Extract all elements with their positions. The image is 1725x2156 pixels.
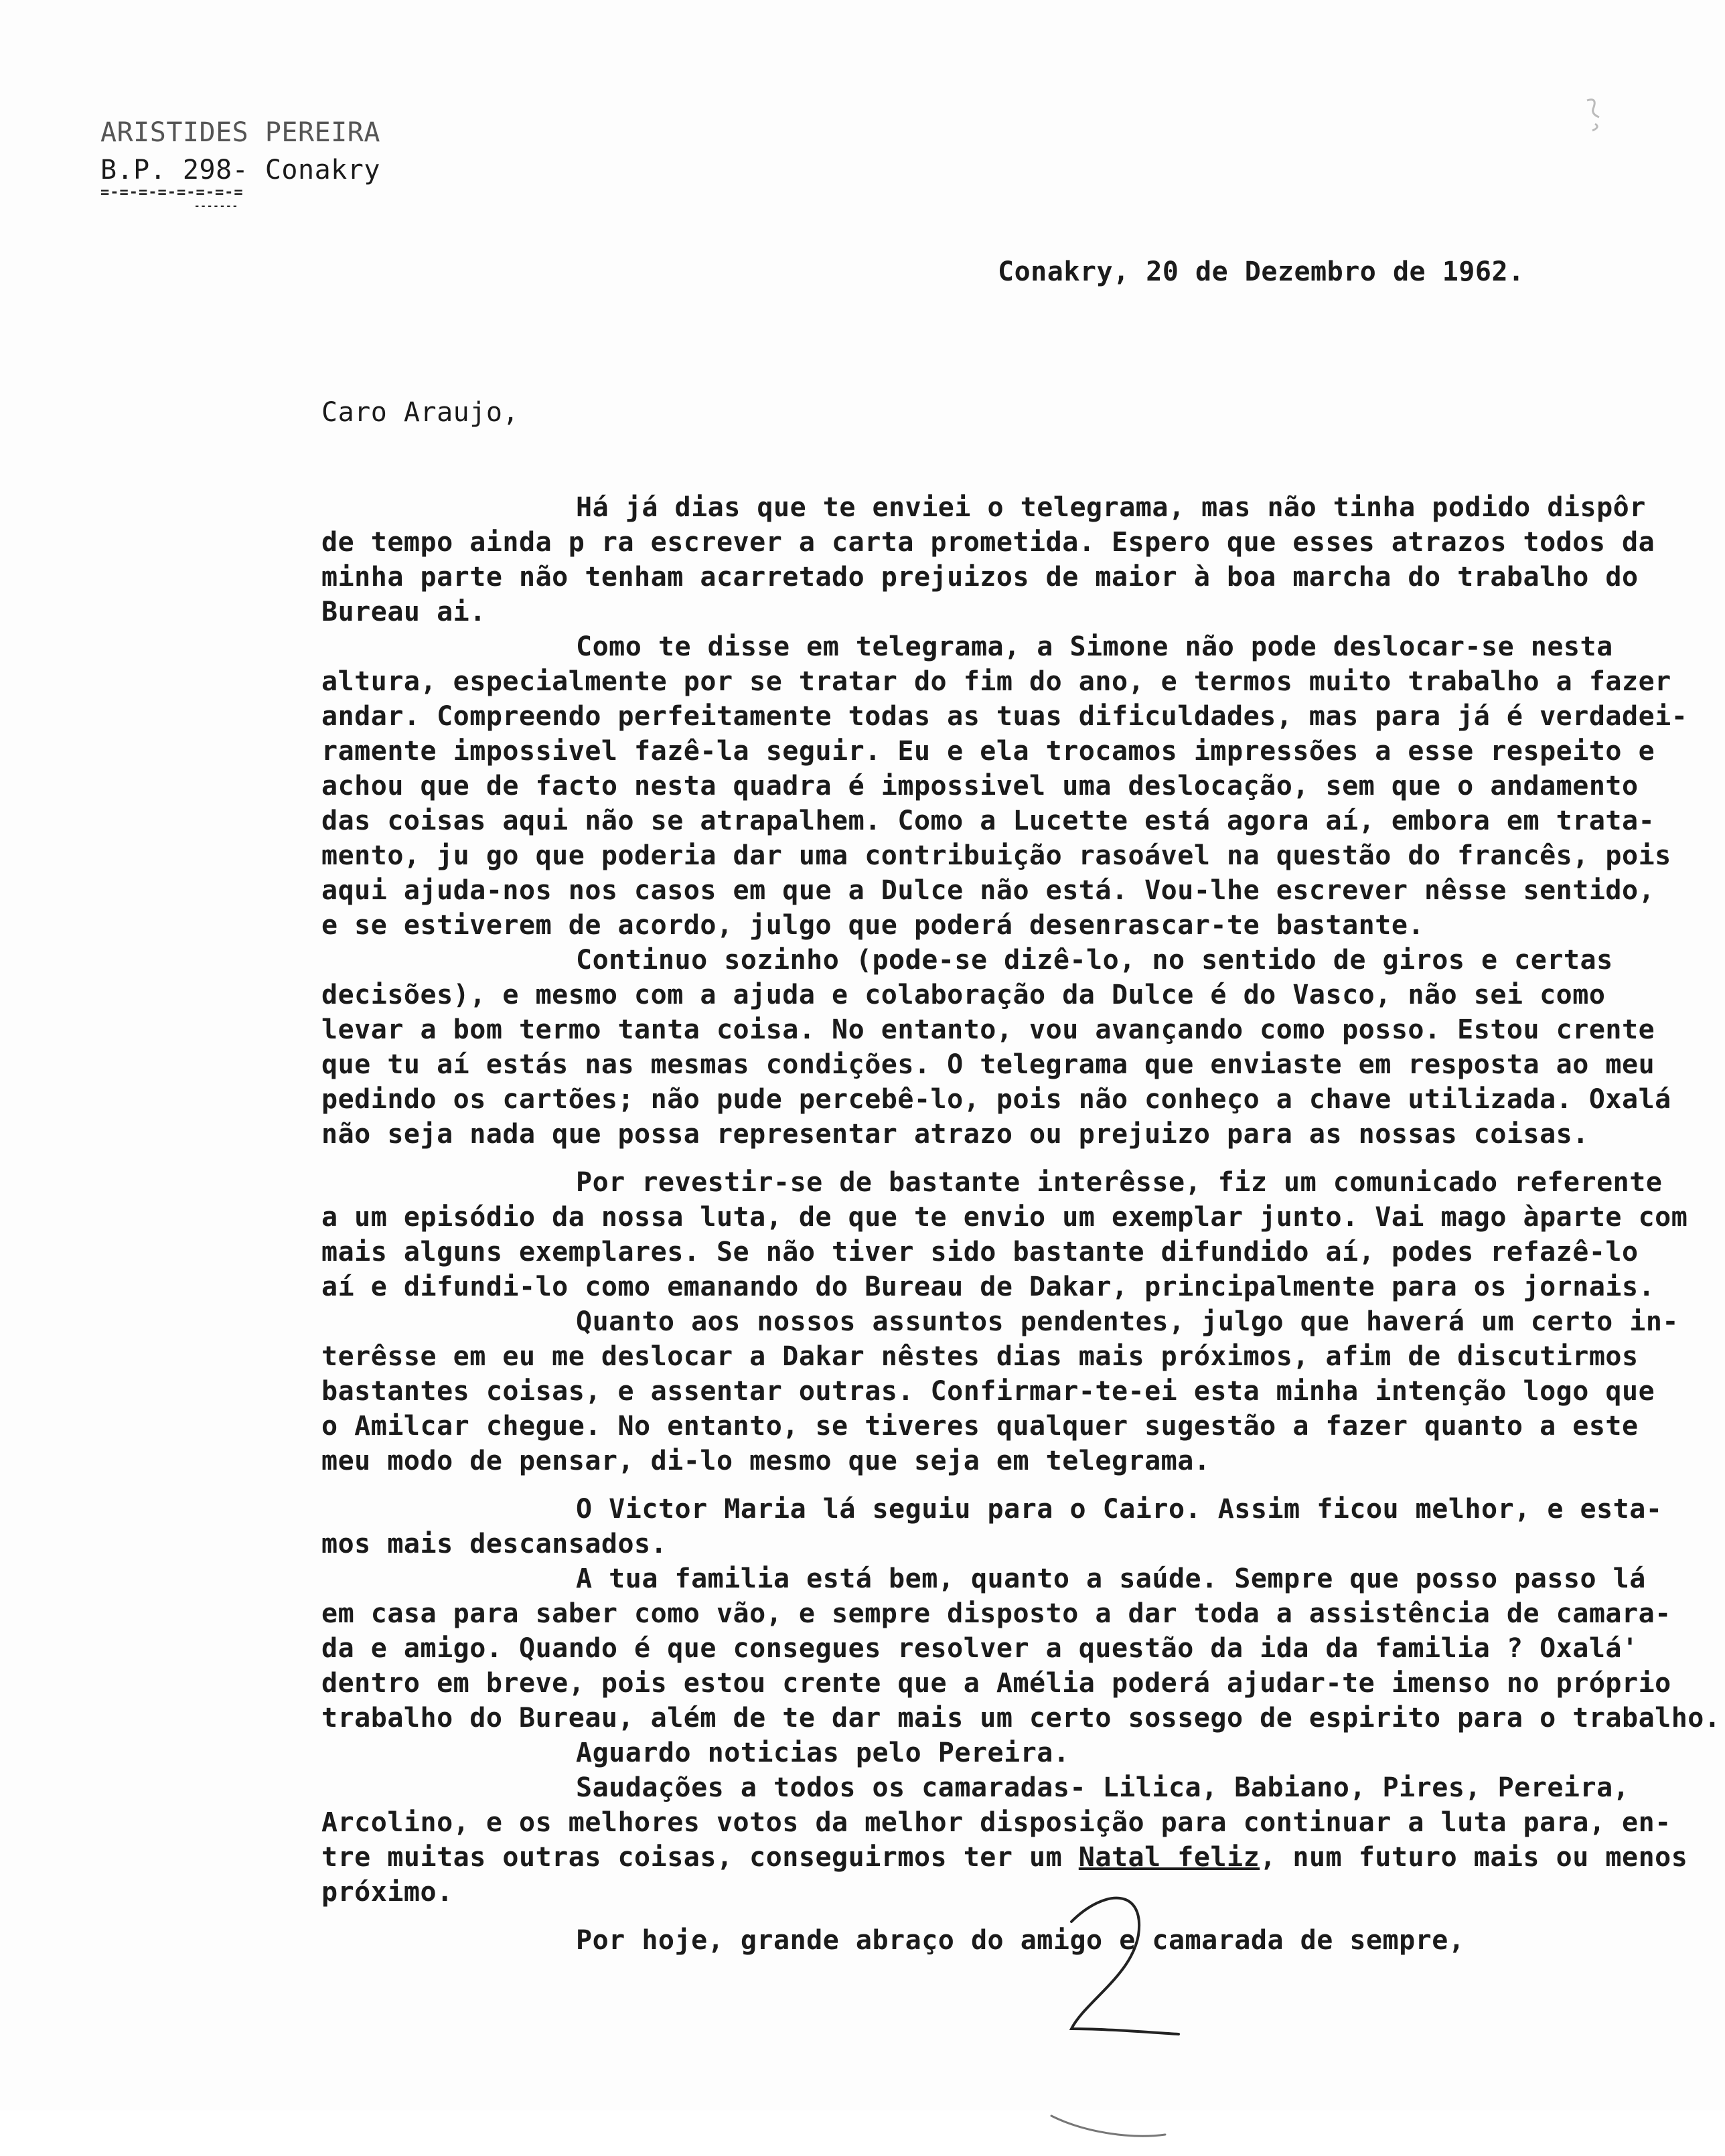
underlined-phrase: Natal feliz (1078, 1842, 1260, 1873)
body-line-with-emphasis (321, 1840, 1687, 1875)
body-line: mais alguns exemplares. Se não tiver sido bastante difundido aí, podes refazê-lo (321, 1237, 1639, 1267)
body-line: Há já dias que te enviei o telegrama, mas não tinha podido dispôr (576, 492, 1646, 523)
date-line: Conakry, 20 de Dezembro de 1962. (998, 256, 1525, 287)
body-line: em casa para saber como vão, e sempre disposto a dar toda a assistência de camara- (321, 1598, 1671, 1629)
body-line: meu modo de pensar, di-lo mesmo que seja em telegrama. (321, 1446, 1211, 1476)
body-line: bastantes coisas, e assentar outras. Confirmar-te-ei esta minha intenção logo que (321, 1376, 1655, 1407)
body-line: Aguardo noticias pelo Pereira. (576, 1738, 1070, 1768)
body-line: não seja nada que possa representar atrazo ou prejuizo para as nossas coisas. (321, 1119, 1589, 1150)
body-line: e se estiverem de acordo, julgo que poderá desenrascar-te bastante. (321, 910, 1424, 941)
body-line: mento, ju go que poderia dar uma contribuição rasoável na questão do francês, pois (321, 840, 1671, 871)
body-line-end: , num futuro mais ou menos (1260, 1842, 1688, 1873)
body-line: que tu aí estás nas mesmas condições. O telegrama que enviaste em resposta ao meu (321, 1049, 1655, 1080)
body-line: Quanto aos nossos assuntos pendentes, julgo que haverá um certo in- (576, 1306, 1679, 1337)
body-line: achou que de facto nesta quadra é impossivel uma deslocação, sem que o andamento (321, 771, 1639, 801)
body-line: próximo. (321, 1877, 453, 1908)
body-line: Como te disse em telegrama, a Simone não pode deslocar-se nesta (576, 631, 1613, 662)
body-line: terêsse em eu me deslocar a Dakar nêstes dias mais próximos, afim de discutirmos (321, 1341, 1639, 1372)
body-line: Por revestir-se de bastante interêsse, fiz um comunicado referente (576, 1167, 1663, 1198)
body-line: pedindo os cartões; não pude percebê-lo, pois não conheço a chave utilizada. Oxalá (321, 1084, 1671, 1115)
body-line: o Amilcar chegue. No entanto, se tiveres qualquer sugestão a fazer quanto a este (321, 1411, 1639, 1442)
body-line: mos mais descansados. (321, 1529, 668, 1559)
body-line: trabalho do Bureau, além de te dar mais um certo sossego de espirito para o trabalho. (321, 1703, 1721, 1734)
body-line: Continuo sozinho (pode-se dizê-lo, no sentido de giros e certas (576, 945, 1613, 976)
body-line: aqui ajuda-nos nos casos em que a Dulce não está. Vou-lhe escrever nêsse sentido, (321, 875, 1655, 906)
closing-line: Por hoje, grande abraço do amigo e camarada de sempre, (576, 1925, 1465, 1956)
body-line: decisões), e mesmo com a ajuda e colaboração da Dulce é do Vasco, não sei como (321, 980, 1606, 1010)
body-line: de tempo ainda p ra escrever a carta prometida. Espero que esses atrazos todos da (321, 527, 1655, 558)
body-line: das coisas aqui não se atrapalhem. Como a Lucette está agora aí, embora em trata- (321, 805, 1655, 836)
handwritten-signature-icon (1031, 1875, 1232, 2156)
letterhead-sub-underline: ------- (194, 201, 239, 212)
body-line: da e amigo. Quando é que consegues resolver a questão da ida da familia ? Oxalá' (321, 1633, 1639, 1664)
body-line: ramente impossivel fazê-la seguir. Eu e ela trocamos impressões a esse respeito e (321, 736, 1655, 767)
sender-name: ARISTIDES PEREIRA (100, 117, 380, 148)
body-line: Bureau ai. (321, 597, 486, 627)
body-line: a um episódio da nossa luta, de que te envio um exemplar junto. Vai mago àparte com (321, 1202, 1688, 1233)
body-line: A tua familia está bem, quanto a saúde. Sempre que posso passo lá (576, 1563, 1646, 1594)
sender-address: B.P. 298- Conakry (100, 155, 380, 185)
stray-mark-icon (1580, 94, 1607, 134)
body-line-start: tre muitas outras coisas, conseguirmos ter um (321, 1842, 1063, 1873)
letterhead-underline: =-=-=-=-=-=-=-= (100, 184, 244, 201)
body-line: andar. Compreendo perfeitamente todas as tuas dificuldades, mas para já é verdadei- (321, 701, 1688, 732)
body-line: Saudações a todos os camaradas- Lilica, Babiano, Pires, Pereira, (576, 1772, 1630, 1803)
body-line: O Victor Maria lá seguiu para o Cairo. Assim ficou melhor, e esta- (576, 1494, 1663, 1525)
body-line: altura, especialmente por se tratar do fim do ano, e termos muito trabalho a fazer (321, 666, 1671, 697)
salutation: Caro Araujo, (321, 397, 519, 428)
body-line: minha parte não tenham acarretado prejuizos de maior à boa marcha do trabalho do (321, 562, 1639, 593)
body-line: levar a bom termo tanta coisa. No entanto, vou avançando como posso. Estou crente (321, 1014, 1655, 1045)
body-line: Arcolino, e os melhores votos da melhor disposição para continuar a luta para, en- (321, 1807, 1671, 1838)
body-line: dentro em breve, pois estou crente que a Amélia poderá ajudar-te imenso no próprio (321, 1668, 1671, 1699)
body-line: aí e difundi-lo como emanando do Bureau de Dakar, principalmente para os jornais. (321, 1272, 1655, 1302)
